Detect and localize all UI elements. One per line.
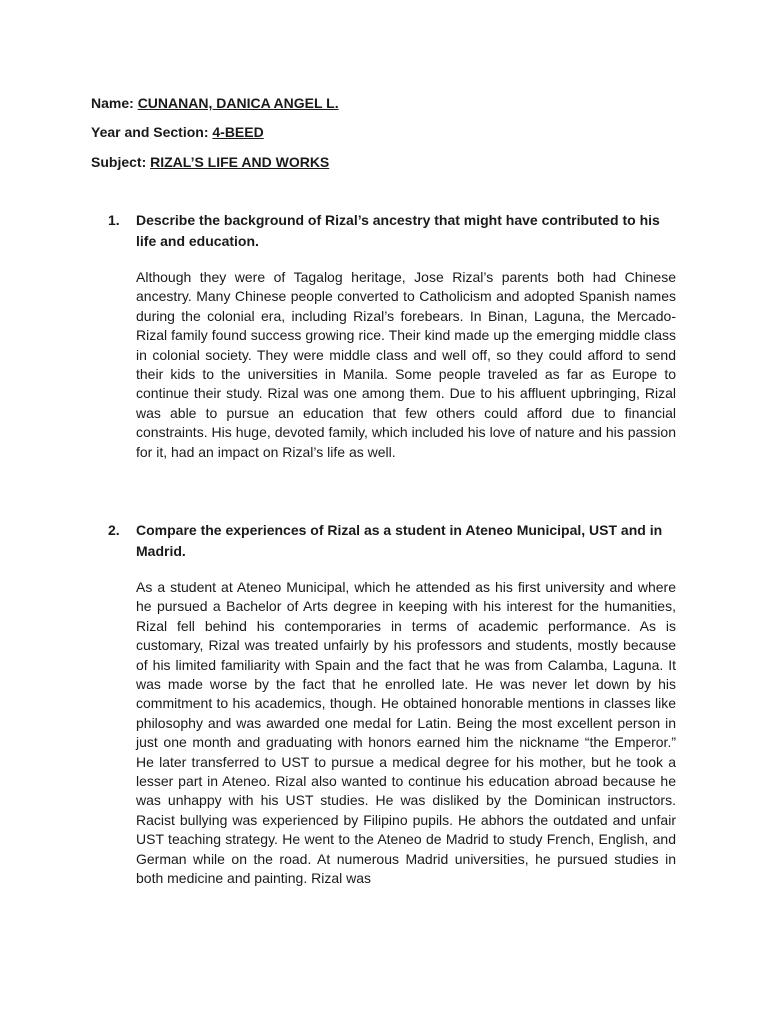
question-text: Describe the background of Rizal’s ancestry that might have contributed to his life and education. bbox=[136, 212, 660, 249]
section-value: 4-BEED bbox=[212, 124, 264, 140]
section-line bbox=[91, 123, 264, 141]
section-label: Year and Section: bbox=[91, 124, 209, 140]
question-number: 1. bbox=[108, 212, 120, 228]
subject-value: RIZAL’S LIFE AND WORKS bbox=[150, 154, 330, 170]
answer-2: As a student at Ateneo Municipal, which he attended as his first university and where he pursued a Bachelor of Arts degree in keeping with his interest for the humanities, Rizal fell behind his contemporaries in terms of academic performance. As is customary, Rizal was treated unfairly by his professors and students, mostly because of his limited familiarity with Spain and the fact that he was from Calamba, Laguna. It was made worse by the fact that he enrolled late. He was never let down by his commitment to his academics, though. He obtained honorable mentions in classes like philosophy and was awarded one medal for Latin. Being the most excellent person in just one month and graduating with honors earned him the nickname “the Emperor.” He later transferred to UST to pursue a medical degree for his mother, but he took a lesser part in Ateneo. Rizal also wanted to continue his education abroad because he was unhappy with his UST studies. He was disliked by the Dominican instructors. Racist bullying was experienced by Filipino pupils. He abhors the outdated and unfair UST teaching strategy. He went to the Ateneo de Madrid to study French, English, and German while on the road. At numerous Madrid universities, he pursued studies in both medicine and painting. Rizal was bbox=[136, 579, 676, 887]
name-line bbox=[91, 94, 339, 112]
question-text: Compare the experiences of Rizal as a student in Ateneo Municipal, UST and in Madrid. bbox=[136, 522, 663, 559]
subject-line bbox=[91, 153, 329, 171]
name-value: CUNANAN, DANICA ANGEL L. bbox=[137, 95, 339, 111]
question-1 bbox=[108, 210, 680, 251]
name-label: Name: bbox=[91, 95, 134, 111]
subject-label: Subject: bbox=[91, 154, 147, 170]
question-number: 2. bbox=[108, 522, 120, 538]
question-2 bbox=[108, 520, 680, 561]
answer-1: Although they were of Tagalog heritage, Jose Rizal’s parents both had Chinese ancestry. Many Chinese people converted to Catholicism and adopted Spanish names during the colonial era, including Rizal’s forebears. In Binan, Laguna, the Mercado-Rizal family found success growing rice. Their kind made up the emerging middle class in colonial society. They were middle class and well off, so they could afford to send their kids to the universities in Manila. Some people traveled as far as Europe to continue their study. Rizal was one among them. Due to his affluent upbringing, Rizal was able to pursue an education that few others could afford due to financial constraints. His huge, devoted family, which included his love of nature and his passion for it, had an impact on Rizal’s life as well. bbox=[136, 269, 676, 460]
